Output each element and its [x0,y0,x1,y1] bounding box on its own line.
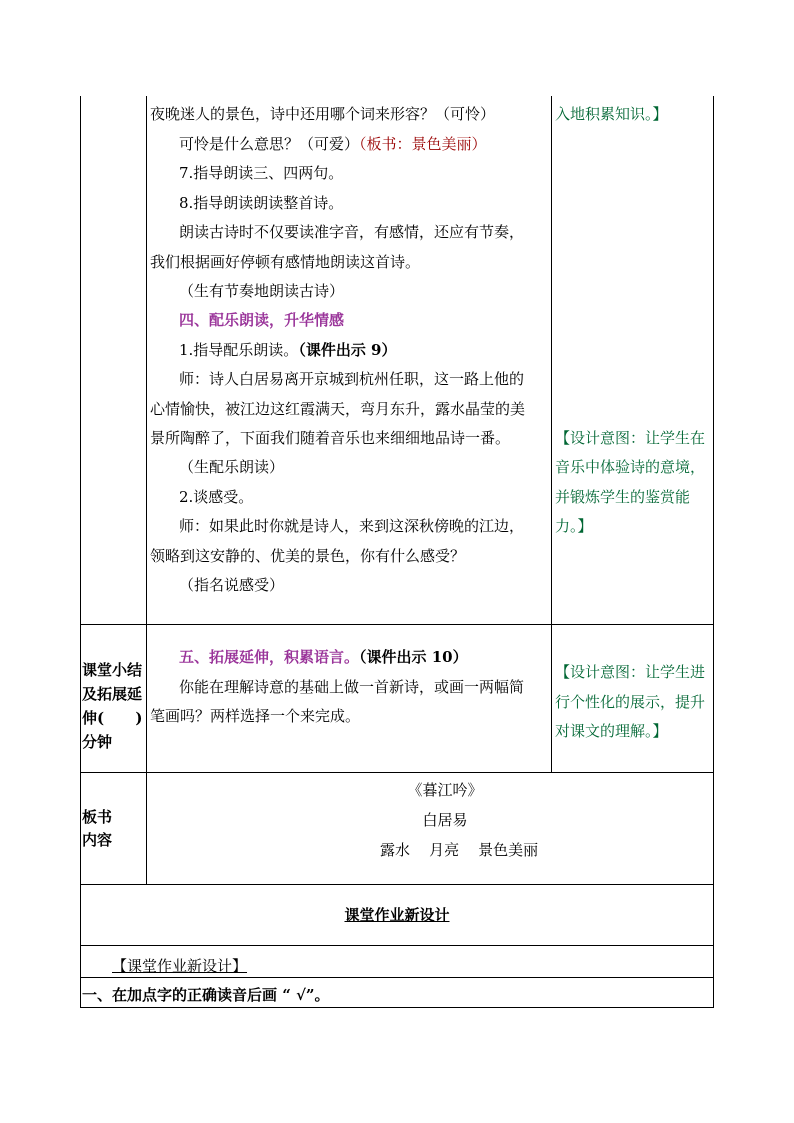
design-note-summary-3: 对课文的理解。】 [555,722,668,740]
board-label-1: 板书 [82,808,113,826]
board-title: 《暮江吟》 [407,781,483,799]
table-border-left [80,96,81,1008]
row-divider-1 [80,624,714,625]
summary-label-2: 及拓展延 [82,685,143,703]
row-divider-2 [80,772,714,773]
homework-question-1: 一、在加点字的正确读音后画 “ √”。 [82,986,330,1004]
lesson-line-11: 心情愉快，被江边这红霞满天，弯月东升，露水晶莹的美 [150,400,526,418]
courseware-ref-10: （课件出示 10） [359,648,468,666]
board-note-beauty: （板书：景色美丽） [359,135,487,153]
board-author: 白居易 [422,811,468,829]
lesson-line-15: 师：如果此时你就是诗人，来到这深秋傍晚的江边， [179,517,525,535]
table-border-bottom [80,1007,714,1008]
homework-subtitle: 【课堂作业新设计】 [112,957,248,975]
section-heading-5: 五、拓展延伸，积累语言。 [179,648,360,666]
row-divider-3 [80,884,714,885]
lesson-line-13: （生配乐朗读） [179,458,285,476]
lesson-line-9 [179,340,396,360]
design-note-music-1: 【设计意图：让学生在 [555,429,706,447]
lesson-line-3: 7.指导朗读三、四两句。 [179,164,344,182]
summary-label-4: 分钟 [82,733,113,751]
lesson-line-16: 领略到这安静的、优美的景色，你有什么感受？ [150,547,466,565]
summary-line-1: 你能在理解诗意的基础上做一首新诗，或画一两幅简 [179,678,525,696]
homework-title: 课堂作业新设计 [344,906,450,924]
design-note-top-cont: 入地积累知识。】 [555,105,668,123]
design-note-summary-1: 【设计意图：让学生进 [555,663,706,681]
board-keywords: 露水 月亮 景色美丽 [380,841,539,859]
column-divider-1 [146,96,147,884]
column-divider-2 [551,96,552,772]
summary-line-2: 笔画吗？两样选择一个来完成。 [150,707,361,725]
summary-label-3: 伸( ) [82,709,143,727]
lesson-line-12: 景所陶醉了，下面我们随着音乐也来细细地品诗一番。 [150,429,511,447]
lesson-line-14: 2.谈感受。 [179,488,254,506]
row-divider-4 [80,945,714,946]
design-note-music-2: 音乐中体验诗的意境， [555,458,706,476]
lesson-line-4: 8.指导朗读朗读整首诗。 [179,194,344,212]
lesson-line-7: （生有节奏地朗读古诗） [179,282,345,300]
design-note-summary-2: 行个性化的展示，提升 [555,693,706,711]
lesson-question: 可怜是什么意思？（可爱） [179,135,360,153]
summary-label-1: 课堂小结 [82,661,143,679]
lesson-line-17: （指名说感受） [179,576,285,594]
lesson-line-5: 朗读古诗时不仅要读准字音，有感情，还应有节奏， [179,223,525,241]
table-border-right [713,96,714,1008]
lesson-line-2 [179,134,487,154]
lesson-line-10: 师：诗人白居易离开京城到杭州任职，这一路上他的 [179,370,525,388]
courseware-ref-9: （课件出示 9） [298,341,397,359]
design-note-music-3: 并锻炼学生的鉴赏能 [555,488,691,506]
board-label-2: 内容 [82,831,113,849]
summary-heading-line [179,647,468,667]
lesson-line-1: 夜晚迷人的景色，诗中还用哪个词来形容？（可怜） [150,105,496,123]
lesson-line-6: 我们根据画好停顿有感情地朗读这首诗。 [150,253,421,271]
design-note-music-4: 力。】 [555,517,593,535]
music-reading-instruction: 1.指导配乐朗读。 [179,341,299,359]
row-divider-5 [80,977,714,978]
section-heading-4: 四、配乐朗读，升华情感 [179,311,345,329]
